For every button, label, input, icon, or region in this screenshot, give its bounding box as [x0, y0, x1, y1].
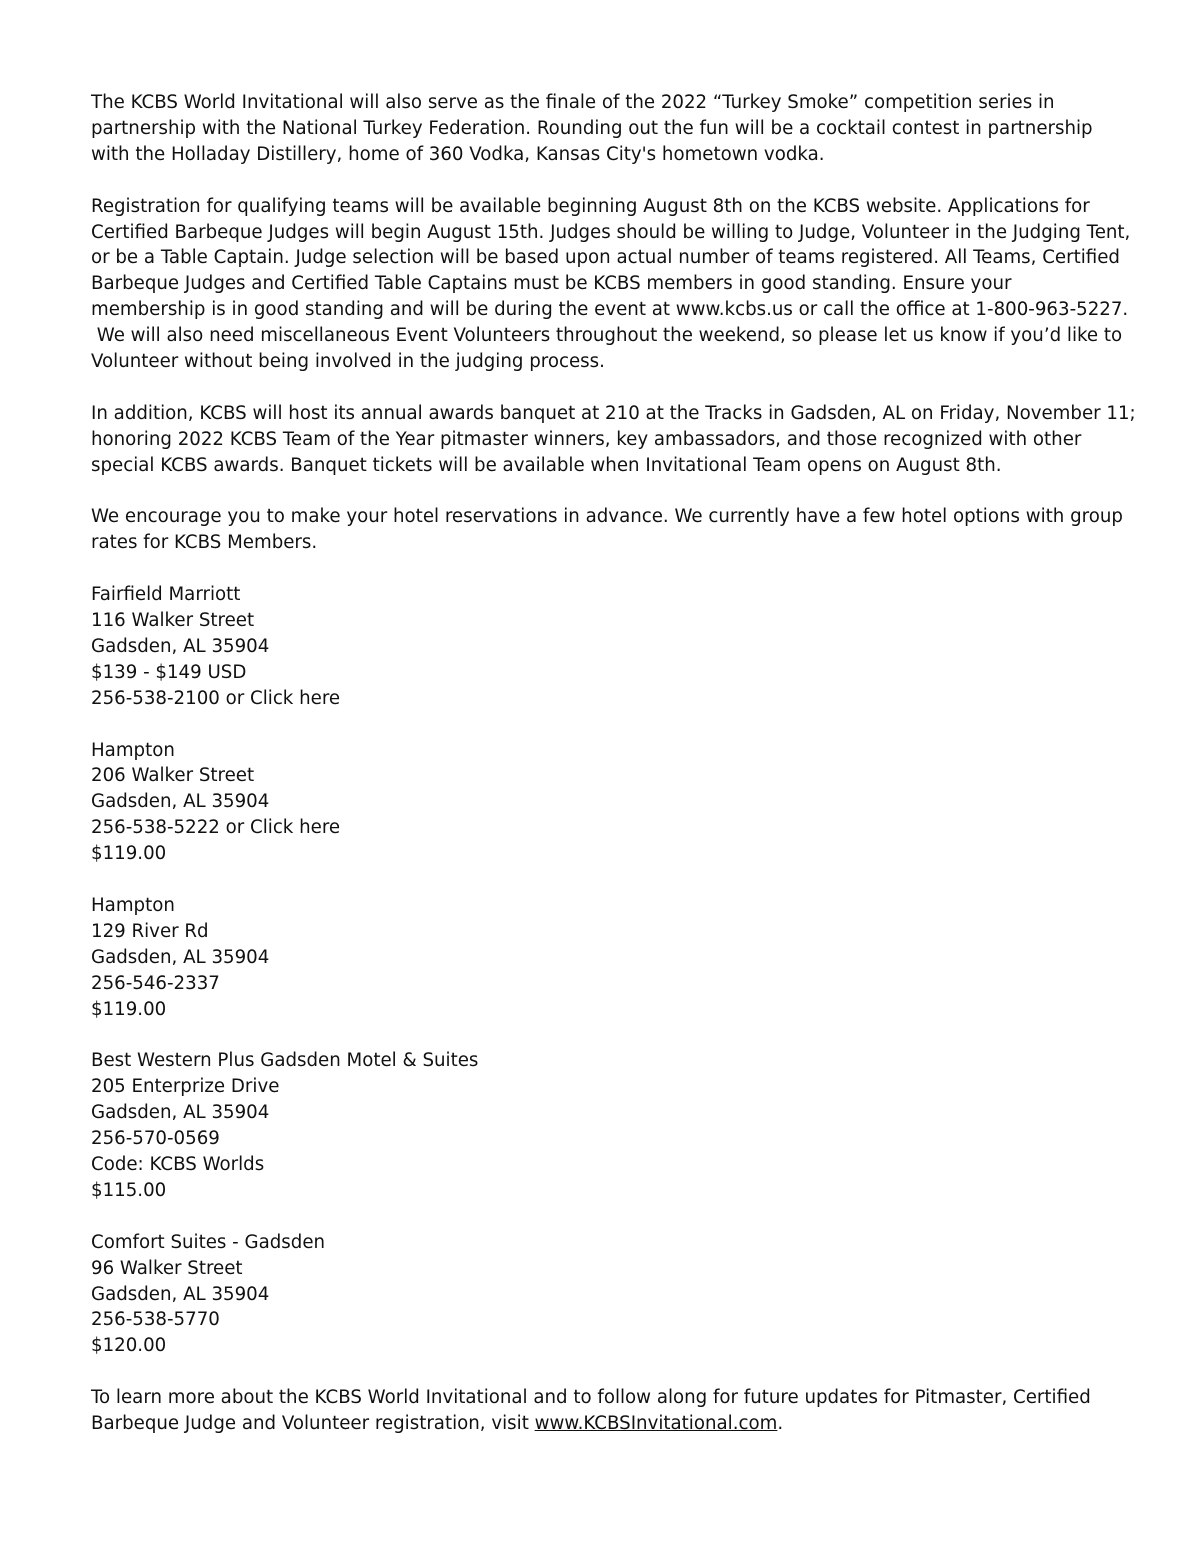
text-line: To learn more about the KCBS World Invitational and to follow along for future updates for Pitmaster, Certified: [91, 1387, 1091, 1409]
hotel-name: Fairfield Marriott: [91, 584, 241, 606]
text-line: Registration for qualifying teams will be available beginning August 8th on the KCBS website. Applications for: [91, 195, 1090, 217]
text-line: Certified Barbeque Judges will begin August 15th. Judges should be willing to Judge, Volunteer in the Judging Tent,: [91, 221, 1131, 243]
hotel-name: Hampton: [91, 739, 175, 761]
hotel-address: 129 River Rd: [91, 920, 209, 942]
hotel-address: 205 Enterprize Drive: [91, 1076, 280, 1098]
closing-suffix: .: [777, 1413, 784, 1435]
hotel-rate: $139 - $149 USD: [91, 661, 247, 683]
paragraph-gap: [91, 556, 1116, 582]
paragraph-gap: [91, 1023, 1116, 1049]
text-line: The KCBS World Invitational will also serve as the finale of the 2022 “Turkey Smoke” competition series in: [91, 92, 1055, 113]
hotel-rate: $120.00: [91, 1335, 167, 1357]
text-line: with the Holladay Distillery, home of 360 Vodka, Kansas City's hometown vodka.: [91, 143, 825, 165]
paragraph-gap: [91, 1359, 1116, 1385]
hotel-phone: 256-538-5770: [91, 1309, 220, 1331]
closing-prefix: Barbeque Judge and Volunteer registration, visit: [91, 1413, 535, 1435]
paragraph-gap: [91, 375, 1116, 401]
text-line: rates for KCBS Members.: [91, 532, 318, 554]
hotel-city: Gadsden, AL 35904: [91, 1102, 270, 1124]
hotel-listing-hampton-walker: [91, 738, 1116, 868]
hotel-city: Gadsden, AL 35904: [91, 946, 270, 968]
hotel-address: 116 Walker Street: [91, 610, 255, 632]
text-line: Barbeque Judges and Certified Table Captains must be KCBS members in good standing. Ensure your: [91, 273, 1012, 295]
document-page: [91, 90, 1136, 1437]
text-line: partnership with the National Turkey Federation. Rounding out the fun will be a cocktail contest in partnership: [91, 117, 1093, 139]
hotel-city: Gadsden, AL 35904: [91, 635, 270, 657]
hotel-phone: 256-538-2100 or Click here: [91, 687, 341, 709]
hotels-intro-paragraph: [91, 504, 1123, 556]
registration-paragraph: [91, 194, 1131, 375]
hotel-name: Comfort Suites - Gadsden: [91, 1231, 326, 1253]
hotel-address: 206 Walker Street: [91, 765, 255, 787]
text-line: honoring 2022 KCBS Team of the Year pitmaster winners, key ambassadors, and those recognized with other: [91, 428, 1082, 450]
hotel-phone: 256-570-0569: [91, 1128, 220, 1150]
hotel-listing-best-western: [91, 1048, 1116, 1203]
text-line: In addition, KCBS will host its annual awards banquet at 210 at the Tracks in Gadsden, AL on Friday, November 11;: [91, 402, 1136, 424]
hotel-listing-fairfield-marriott: [91, 582, 1116, 712]
hotel-rate: $115.00: [91, 1179, 167, 1201]
closing-paragraph: [91, 1385, 1116, 1437]
hotel-code: Code: KCBS Worlds: [91, 1154, 265, 1176]
hotel-rate: $119.00: [91, 843, 167, 865]
hotel-phone: 256-546-2337: [91, 972, 220, 994]
paragraph-gap: [91, 479, 1116, 505]
text-line: membership is in good standing and will be during the event at www.kcbs.us or call the office at 1-800-963-5227.: [91, 299, 1129, 321]
hotel-city: Gadsden, AL 35904: [91, 791, 270, 813]
text-line: or be a Table Captain. Judge selection will be based upon actual number of teams registered. All Teams, Certified: [91, 247, 1120, 269]
paragraph-gap: [91, 1204, 1116, 1230]
text-line: We encourage you to make your hotel reservations in advance. We currently have a few hotel options with group: [91, 506, 1123, 528]
hotel-rate: $119.00: [91, 998, 167, 1020]
paragraph-gap: [91, 712, 1116, 738]
text-line: special KCBS awards. Banquet tickets will be available when Invitational Team opens on August 8th.: [91, 454, 1002, 476]
intro-paragraph: [91, 90, 1116, 168]
hotel-address: 96 Walker Street: [91, 1257, 243, 1279]
banquet-paragraph: [91, 401, 1136, 479]
hotel-city: Gadsden, AL 35904: [91, 1283, 270, 1305]
paragraph-gap: [91, 168, 1116, 194]
hotel-name: Hampton: [91, 895, 175, 916]
text-line: We will also need miscellaneous Event Volunteers throughout the weekend, so please let us know if you’d like to: [91, 325, 1123, 347]
hotel-listing-hampton-river: [91, 893, 1116, 1023]
hotel-phone: 256-538-5222 or Click here: [91, 817, 341, 839]
paragraph-gap: [91, 867, 1116, 893]
invitational-website-link[interactable]: www.KCBSInvitational.com: [534, 1413, 778, 1435]
text-line: [91, 1411, 1116, 1437]
hotel-name: Best Western Plus Gadsden Motel & Suites: [91, 1050, 479, 1072]
hotel-listing-comfort-suites: [91, 1230, 1116, 1360]
text-line: Volunteer without being involved in the judging process.: [91, 351, 605, 373]
